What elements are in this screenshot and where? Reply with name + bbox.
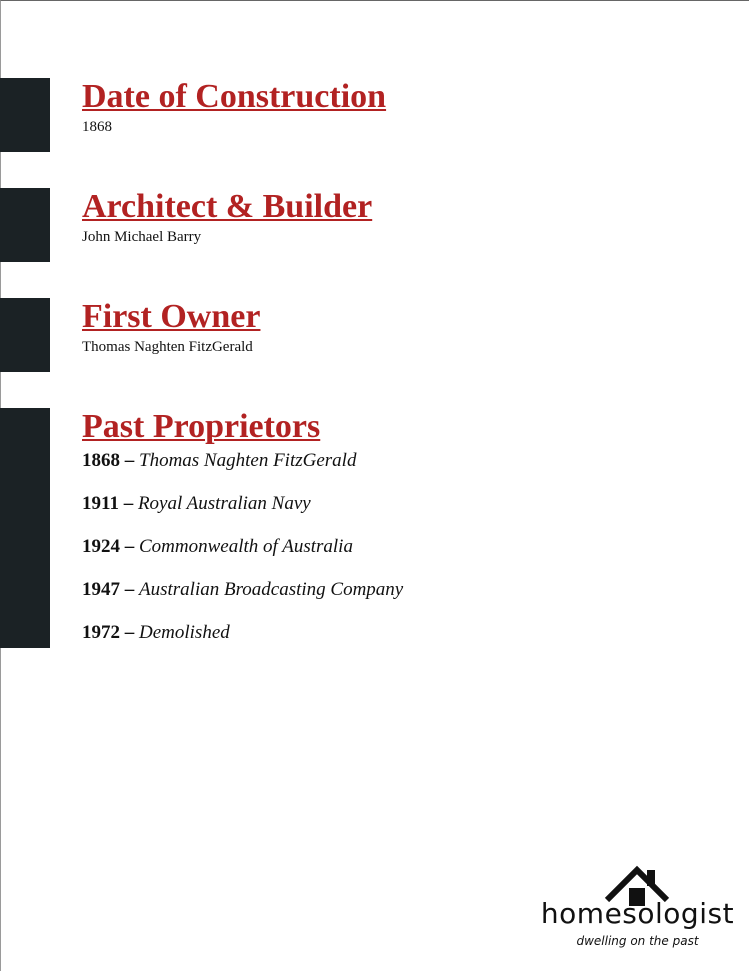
architect-heading: Architect & Builder xyxy=(82,188,373,225)
proprietors-list xyxy=(82,449,403,664)
proprietor-name: Demolished xyxy=(139,622,230,643)
proprietor-name: Thomas Naghten FitzGerald xyxy=(139,450,357,471)
accent-bar xyxy=(0,188,50,262)
proprietor-name: Commonwealth of Australia xyxy=(139,536,353,557)
owner-section xyxy=(82,299,260,357)
logo-wordmark: homesologist xyxy=(540,897,735,930)
architect-section xyxy=(82,189,372,247)
proprietor-name: Royal Australian Navy xyxy=(137,493,311,514)
list-item xyxy=(82,449,403,492)
owner-heading: First Owner xyxy=(82,298,261,335)
proprietor-year: 1911 – xyxy=(82,493,138,514)
proprietors-section xyxy=(82,409,403,664)
construction-section xyxy=(82,79,386,137)
logo-tagline: dwelling on the past xyxy=(576,934,699,948)
construction-date: 1868 xyxy=(82,119,112,135)
owner-name: Thomas Naghten FitzGerald xyxy=(82,339,253,355)
accent-bar xyxy=(0,78,50,152)
homesologist-logo xyxy=(540,858,735,958)
proprietor-year: 1972 – xyxy=(82,622,139,643)
proprietors-heading: Past Proprietors xyxy=(82,408,321,445)
proprietor-year: 1924 – xyxy=(82,536,139,557)
architect-name: John Michael Barry xyxy=(82,229,202,245)
proprietor-name: Australian Broadcasting Company xyxy=(139,579,404,600)
list-item xyxy=(82,578,403,621)
accent-bar xyxy=(0,298,50,372)
list-item xyxy=(82,492,403,535)
proprietor-year: 1947 – xyxy=(82,579,139,600)
proprietor-year: 1868 – xyxy=(82,450,139,471)
list-item xyxy=(82,535,403,578)
accent-bar xyxy=(0,408,50,648)
construction-heading: Date of Construction xyxy=(82,78,387,115)
list-item xyxy=(82,621,403,664)
